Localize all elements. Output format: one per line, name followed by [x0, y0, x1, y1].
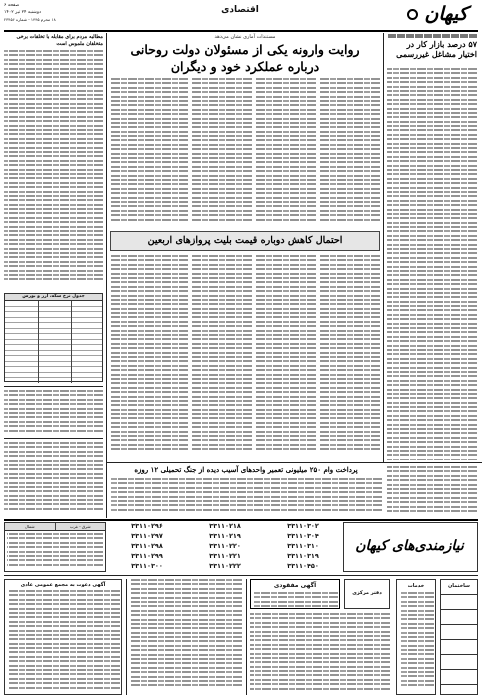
side-box-label: خدمات	[407, 583, 425, 589]
logo-emblem-icon	[407, 9, 418, 20]
phone-number[interactable]: ۳۳۱۱۰۲۹۹	[131, 552, 163, 560]
classified-agency-box	[344, 579, 390, 609]
right-article-kicker	[387, 34, 477, 38]
phone-number[interactable]: ۳۳۱۱۰۲۹۷	[131, 532, 163, 540]
agency-label: دفتر مرکزی	[352, 590, 382, 596]
left-article	[4, 34, 103, 47]
column-rule	[106, 33, 107, 518]
main-headline	[110, 41, 380, 75]
region-table	[4, 522, 106, 572]
lower-article-col	[110, 255, 188, 460]
phone-number[interactable]: ۳۳۱۱۰۳۰۰	[131, 562, 163, 570]
lower-article-col	[192, 255, 252, 460]
classified-column	[130, 579, 242, 695]
left-article-body	[4, 50, 103, 290]
phone-number[interactable]: ۳۳۱۱۰۲۲۱	[209, 552, 241, 560]
phone-row	[110, 522, 340, 532]
section-title: اقتصادی	[221, 5, 259, 15]
classified-column	[250, 613, 390, 695]
phone-number[interactable]: ۳۳۱۱۰۲۹۸	[131, 542, 163, 550]
page-number: صفحه ۶	[4, 3, 20, 8]
phone-number[interactable]: ۳۳۱۱۰۳۱۰	[287, 542, 319, 550]
banner-headline: احتمال کاهش دوباره قیمت بلیت پروازهای اربعین	[147, 235, 343, 246]
section-rule	[4, 438, 103, 439]
left-notice-1	[4, 390, 103, 436]
main-headline-line2: درباره عملکرد خود و دیگران	[170, 59, 320, 74]
rates-table	[4, 300, 103, 382]
right-article-body	[387, 68, 477, 460]
phone-grid	[110, 522, 340, 572]
column-rule	[383, 33, 384, 463]
left-article-headline: مطالبه مردم برای مقابله با تخلفات برخی متخلفان ملموس است	[16, 34, 103, 47]
phone-number[interactable]: ۳۳۱۱۰۲۲۲	[209, 562, 241, 570]
classifieds-title-box	[343, 522, 478, 572]
left-notice-2	[4, 442, 103, 516]
logo	[404, 3, 474, 29]
logo-text: کیهان	[424, 3, 468, 25]
lower-article-col	[256, 255, 316, 460]
phone-row	[110, 532, 340, 542]
phone-row	[110, 562, 340, 572]
side-box-label: ساختمان	[448, 583, 470, 589]
lost-notice-headline: آگهی دعوت به مجمع عمومی عادی	[20, 582, 106, 588]
main-article-col	[320, 78, 380, 228]
date-line: دوشنبه ۲۴ تیر ۱۴۰۲	[4, 10, 41, 15]
section-rule	[106, 462, 482, 463]
classifieds-rule	[4, 575, 478, 576]
right-lower-notice	[387, 466, 477, 516]
main-kicker: مستندات آماری نشان می‌دهد	[214, 34, 276, 40]
rates-table-title: جدول نرخ سکه، ارز و بورس	[4, 293, 103, 301]
phone-number[interactable]: ۳۳۱۱۰۳۱۹	[287, 552, 319, 560]
column-rule	[126, 579, 127, 695]
masthead-rule	[4, 30, 478, 32]
phone-number[interactable]: ۳۳۱۱۰۲۱۸	[209, 522, 241, 530]
main-article-col	[192, 78, 252, 228]
phone-number[interactable]: ۳۳۱۱۰۴۵۰	[287, 562, 319, 570]
notice-headline: آگهی مفقودی	[273, 582, 317, 589]
right-article	[387, 34, 477, 462]
right-article-headline: ۵۷ درصد بازار کار در اختیار مشاغل غیررسمی	[396, 39, 477, 59]
main-headline-line1: روایت وارونه یکی از مسئولان دولت روحانی	[130, 42, 360, 57]
main-article-col	[256, 78, 316, 228]
phone-row	[110, 552, 340, 562]
column-rule	[246, 579, 247, 695]
section-rule	[4, 386, 103, 387]
bottom-article-body	[110, 478, 382, 516]
region-header: شمال	[24, 524, 35, 529]
classifieds-rule	[4, 519, 478, 521]
classifieds-title: نیازمندی‌های کیهان	[355, 538, 464, 554]
phone-number[interactable]: ۳۳۱۱۰۳۰۴	[287, 532, 319, 540]
lost-notice-box	[4, 579, 122, 695]
classified-side-box	[396, 579, 436, 695]
phone-number[interactable]: ۳۳۱۱۰۲۲۰	[209, 542, 241, 550]
region-header: شرق - غرب	[55, 523, 106, 530]
region-header-row	[5, 523, 105, 531]
classified-notice-box	[250, 579, 340, 609]
phone-row	[110, 542, 340, 552]
classified-side-box	[440, 579, 478, 695]
phone-number[interactable]: ۳۳۱۱۰۳۰۲	[287, 522, 319, 530]
masthead	[0, 0, 482, 32]
lower-article-col	[320, 255, 380, 460]
bottom-headline: پرداخت وام ۲۵۰ میلیونی تعمیر واحدهای آسیب دیده از جنگ تحمیلی ۱۲ روزه	[134, 465, 358, 474]
phone-number[interactable]: ۳۳۱۱۰۲۹۶	[131, 522, 163, 530]
main-article-col	[110, 78, 188, 228]
date-line-hijri: ۱۸ محرم ۱۴۴۵ - شماره ۲۳۴۵۶	[4, 17, 56, 22]
phone-number[interactable]: ۳۳۱۱۰۲۱۹	[209, 532, 241, 540]
